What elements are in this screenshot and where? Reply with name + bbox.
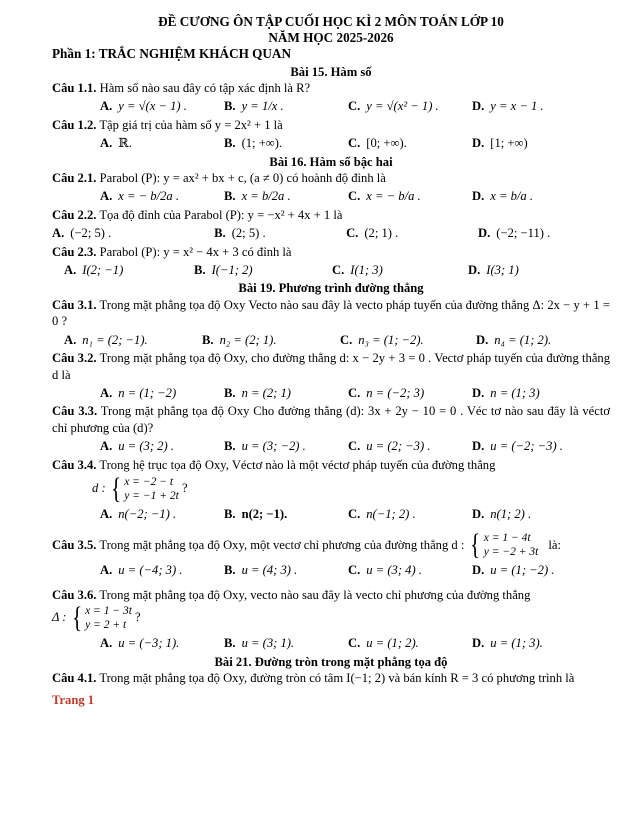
option-b[interactable]: B. u = (3; −2) . [224,439,306,454]
doc-title-line2: NĂM HỌC 2025-2026 [268,29,394,45]
question-text: Tọa độ đỉnh của Parabol (P): y = −x² + 4x + 1 là [99,207,343,222]
option-a[interactable]: A. x = − b/2a . [100,189,179,204]
option-b[interactable]: B. x = b/2a . [224,189,291,204]
question-3-4: Câu 3.4. Trong hệ trục tọa độ Oxy, Véctơ nào là một véctơ pháp tuyến của đường thẳng [52,457,496,472]
page-number: Trang 1 [52,693,95,708]
equation-system: { x = 1 − 3t y = 2 + t [71,601,132,635]
option-a[interactable]: A. u = (−3; 1). [100,636,180,651]
question-1-2: Câu 1.2. Tập giá trị của hàm số y = 2x² + 1 là [52,117,283,132]
option-d[interactable]: D. y = x − 1 . [472,99,544,114]
option-c[interactable]: C. n₃ = (1; −2). [340,332,424,347]
options-1-1 [52,98,610,114]
option-c[interactable]: C. (2; 1) . [346,226,399,241]
option-c[interactable]: C. n(−1; 2) . [348,506,416,521]
question-4-1: Câu 4.1. Trong mặt phẳng tọa độ Oxy, đường tròn có tâm I(−1; 2) và bán kính R = 3 có phương trình là [52,670,575,685]
section-heading-15: Bài 15. Hàm số [290,64,372,79]
option-c[interactable]: C. u = (3; 4) . [348,563,422,578]
option-d[interactable]: D. u = (−2; −3) . [472,439,563,454]
option-b[interactable]: B. n₂ = (2; 1). [202,332,277,347]
question-text: Trong mặt phẳng tọa độ Oxy Vecto nào sau đây là vecto pháp tuyến của đường thẳng Δ: 2x − y + 1 = 0 ? [52,297,610,329]
equation-system: { x = −2 − t y = −1 + 2t [110,471,179,505]
option-a[interactable]: A. n = (1; −2) [100,385,177,400]
option-b[interactable]: B. n(2; −1). [224,506,288,521]
option-d[interactable]: D. n(1; 2) . [472,506,532,521]
part-heading: Phần 1: TRẮC NGHIỆM KHÁCH QUAN [52,46,291,62]
option-b[interactable]: B. (2; 5) . [214,226,266,241]
options-3-4 [52,506,610,522]
option-b[interactable]: B. u = (3; 1). [224,636,295,651]
options-2-2 [52,225,610,241]
option-c[interactable]: C. x = − b/a . [348,189,421,204]
doc-title-line1: ĐỀ CƯƠNG ÔN TẬP CUỐI HỌC KÌ 2 MÔN TOÁN LỚP 10 [158,14,504,29]
options-3-2 [52,385,610,401]
question-text: Tập giá trị của hàm số y = 2x² + 1 là [99,117,283,132]
option-a[interactable]: A. u = (−4; 3) . [100,563,183,578]
question-text: Hàm số nào sau đây có tập xác định là R? [99,81,311,95]
question-text: Trong mặt phẳng tọa độ Oxy, cho đường thẳng d: x − 2y + 3 = 0 . Vectơ pháp tuyến của đường thẳng d là [52,351,611,382]
system-3-4: d : { x = −2 − t y = −1 + 2t ? [92,471,188,505]
option-d[interactable]: D. [1; +∞) [472,136,528,151]
question-text: Parabol (P): y = x² − 4x + 3 có đỉnh là [99,244,292,259]
options-1-2 [52,135,610,151]
option-d[interactable]: D. x = b/a . [472,189,534,204]
question-2-1: Câu 2.1. Parabol (P): y = ax² + bx + c, (a ≠ 0) có hoành độ đỉnh là [52,171,386,186]
question-text: Trong hệ trục tọa độ Oxy, Véctơ nào là một véctơ pháp tuyến của đường thẳng [99,457,496,472]
options-2-3 [52,262,610,278]
question-3-5: Câu 3.5. Trong mặt phẳng tọa độ Oxy, một vectơ chỉ phương của đường thẳng d : { x = 1 − 4t y = −2 + 3t là: [52,528,561,562]
option-a[interactable]: A. n₁ = (2; −1). [64,332,148,347]
question-2-2: Câu 2.2. Tọa độ đỉnh của Parabol (P): y = −x² + 4x + 1 là [52,207,343,222]
option-c[interactable]: C. n = (−2; 3) [348,385,425,400]
option-d[interactable]: D. n₄ = (1; 2). [476,332,552,347]
option-b[interactable]: B. n = (2; 1) [224,385,291,400]
question-text: Parabol (P): y = ax² + bx + c, (a ≠ 0) có hoành độ đỉnh là [99,171,386,186]
question-text: Trong mặt phẳng tọa độ Oxy, đường tròn có tâm I(−1; 2) và bán kính R = 3 có phương trình là [99,670,575,685]
option-c[interactable]: C. u = (1; 2). [348,636,419,651]
option-d[interactable]: D. I(3; 1) [468,263,519,278]
options-3-6 [52,635,610,651]
option-d[interactable]: D. u = (1; 3). [472,636,543,651]
option-d[interactable]: D. (−2; −11) . [478,226,551,241]
option-b[interactable]: B. y = 1/x . [224,99,284,114]
question-3-3: Câu 3.3. Trong mặt phẳng tọa độ Oxy Cho đường thẳng (d): 3x + 2y − 10 = 0 . Véc tơ nào sau đây là véctơ chỉ phương của (d)? [52,404,611,435]
option-c[interactable]: C. u = (2; −3) . [348,439,431,454]
option-a[interactable]: A. n(−2; −1) . [100,506,177,521]
section-heading-19: Bài 19. Phương trình đường thẳng [238,281,424,296]
option-b[interactable]: B. u = (4; 3) . [224,563,298,578]
section-heading-21: Bài 21. Đường tròn trong mặt phẳng tọa độ [214,654,448,669]
equation-system: { x = 1 − 4t y = −2 + 3t [470,528,539,562]
option-b[interactable]: B. I(−1; 2) [194,263,253,278]
options-3-5 [52,562,610,578]
question-3-6: Câu 3.6. Trong mặt phẳng tọa độ Oxy, vecto nào sau đây là vecto chỉ phương của đường thẳng [52,587,531,602]
option-b[interactable]: B. (1; +∞). [224,136,283,151]
option-c[interactable]: C. [0; +∞). [348,136,407,151]
option-a[interactable]: A. (−2; 5) . [52,226,112,241]
question-text: Trong mặt phẳng tọa độ Oxy, một vectơ chỉ phương của đường thẳng d : [99,538,465,553]
option-c[interactable]: C. I(1; 3) [332,263,383,278]
question-3-1: Câu 3.1. Trong mặt phẳng tọa độ Oxy Vecto nào sau đây là vecto pháp tuyến của đường thẳng Δ: 2x − y + 1 = 0 ? [52,297,610,329]
options-3-3 [52,438,610,454]
options-2-1 [52,188,610,204]
option-a[interactable]: A. u = (3; 2) . [100,439,174,454]
option-a[interactable]: A. y = √(x − 1) . [100,99,187,114]
section-heading-16: Bài 16. Hàm số bậc hai [269,154,393,169]
options-3-1 [52,332,610,348]
option-d[interactable]: D. n = (1; 3) [472,385,540,400]
option-d[interactable]: D. u = (1; −2) . [472,563,555,578]
question-2-3: Câu 2.3. Parabol (P): y = x² − 4x + 3 có đỉnh là [52,244,292,259]
option-c[interactable]: C. y = √(x² − 1) . [348,99,439,114]
system-3-6: Δ : { x = 1 − 3t y = 2 + t ? [52,601,141,635]
option-a[interactable]: A. I(2; −1) [64,263,124,278]
question-text: Trong mặt phẳng tọa độ Oxy, vecto nào sau đây là vecto chỉ phương của đường thẳng [99,587,531,602]
question-text: Trong mặt phẳng tọa độ Oxy Cho đường thẳng (d): 3x + 2y − 10 = 0 . Véc tơ nào sau đây là véctơ chỉ phương của (d)? [52,404,611,435]
option-a[interactable]: A. ℝ. [100,136,132,151]
question-1-1: Câu 1.1. Hàm số nào sau đây có tập xác định là R? [52,81,311,95]
question-3-2: Câu 3.2. Trong mặt phẳng tọa độ Oxy, cho đường thẳng d: x − 2y + 3 = 0 . Vectơ pháp tuyến của đường thẳng d là [52,351,611,382]
